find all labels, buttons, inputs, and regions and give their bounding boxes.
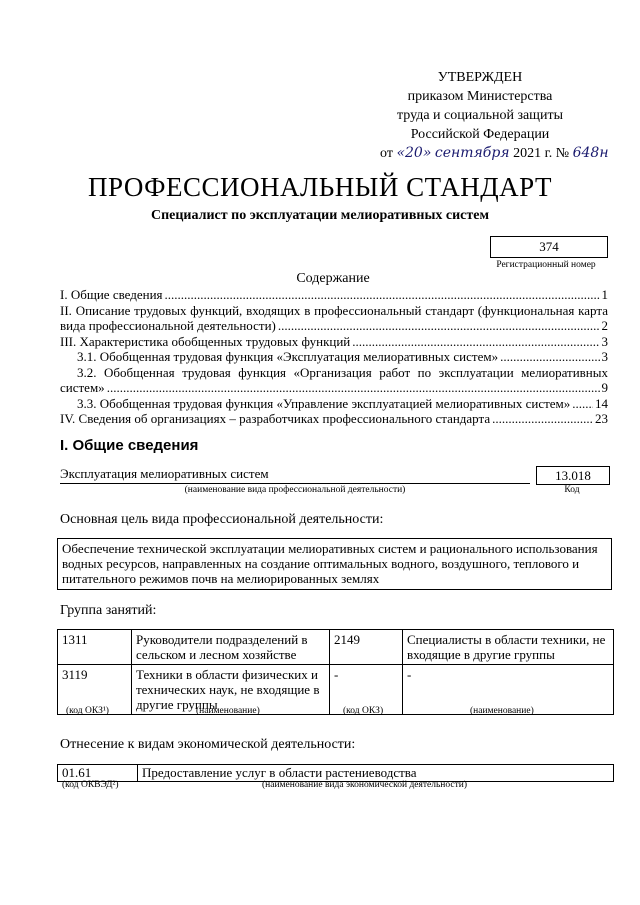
okz-code-cell: 3119: [58, 665, 132, 715]
approval-line: приказом Министерства: [407, 89, 553, 104]
okved-name-cell: Предоставление услуг в области растениеводства: [138, 765, 614, 782]
activity-code-box: 13.018: [536, 466, 610, 485]
activity-types-label: Отнесение к видам экономической деятельности:: [60, 737, 356, 752]
goal-label: Основная цель вида профессиональной деятельности:: [60, 512, 384, 527]
approval-line: Российской Федерации: [410, 127, 550, 142]
okz-code-cell: 2149: [330, 630, 403, 665]
table-row: [58, 630, 614, 665]
okz-name-cell: Руководители подразделений в сельском и лесном хозяйстве: [132, 630, 330, 665]
date-prefix: от: [380, 146, 393, 161]
activity-kind-caption: (наименование вида профессиональной деятельности): [184, 485, 406, 495]
occ-caption-code: (код ОКЗ¹): [66, 706, 109, 716]
page-subtitle: Специалист по эксплуатации мелиоративных систем: [150, 208, 490, 223]
toc-title: Содержание: [296, 271, 370, 286]
occupation-group-label: Группа занятий:: [60, 603, 157, 618]
registration-number-box: 374: [490, 236, 608, 258]
okz-code-cell: -: [330, 665, 403, 715]
approval-title: УТВЕРЖДЕН: [437, 70, 523, 85]
okved-code-cell: 01.61: [58, 765, 138, 782]
toc-item[interactable]: 3.1. Обобщенная трудовая функция «Эксплуатация мелиоративных систем» ..... 3: [60, 349, 608, 365]
approval-line: труда и социальной защиты: [397, 108, 563, 123]
okz-name-cell: Техники в области физических и технических наук, не входящие в другие группы: [132, 665, 330, 715]
date-month: сентября: [434, 145, 510, 161]
okz-name-cell: -: [403, 665, 614, 715]
occ-caption-name: (наименование): [196, 706, 260, 716]
activity-kind-name: Эксплуатация мелиоративных систем: [60, 466, 530, 484]
approval-block: [380, 68, 609, 163]
activity-code-caption: Код: [564, 485, 580, 495]
toc-item-cont[interactable]: вида профессиональной деятельности) ..... 2: [60, 318, 608, 334]
occ-caption-name: (наименование): [470, 706, 534, 716]
toc-item[interactable]: 3.2. Обобщенная трудовая функция «Организация работ по эксплуатации мелиоративных: [77, 364, 608, 380]
okved-caption-name: (наименование вида экономической деятельности): [262, 780, 467, 790]
page-title: ПРОФЕССИОНАЛЬНЫЙ СТАНДАРТ: [87, 172, 553, 202]
table-row: [58, 765, 614, 782]
section-heading: I. Общие сведения: [60, 437, 199, 454]
toc-item[interactable]: II. Описание трудовых функций, входящих в профессиональный стандарт (функциональная карта: [60, 302, 608, 318]
date-day: «20»: [396, 145, 432, 161]
toc-item[interactable]: I. Общие сведения ..... 1: [60, 287, 608, 303]
okved-caption-code: (код ОКВЭД²): [62, 780, 119, 790]
table-of-contents: [60, 287, 608, 427]
date-year: 2021 г.: [513, 146, 553, 161]
toc-item[interactable]: III. Характеристика обобщенных трудовых функций ..... 3: [60, 334, 608, 350]
toc-item[interactable]: IV. Сведения об организациях – разработчиках профессионального стандарта ..... 23: [60, 411, 608, 427]
occ-caption-code: (код ОКЗ): [343, 706, 384, 716]
number-prefix: №: [555, 146, 570, 161]
goal-text-box: Обеспечение технической эксплуатации мелиоративных систем и рационального использования водных ресурсов, направленных на создание оптимальных водного, воздушного, теплового и питательного режимов почв на мелиорированных землях: [57, 538, 612, 590]
registration-number-label: Регистрационный номер: [496, 260, 596, 270]
occupation-table: [57, 629, 614, 715]
toc-item-cont[interactable]: систем» ..... 9: [60, 380, 608, 396]
approval-date-line: [380, 144, 609, 163]
okz-name-cell: Специалисты в области техники, не входящие в другие группы: [403, 630, 614, 665]
okz-code-cell: 1311: [58, 630, 132, 665]
toc-item[interactable]: 3.3. Обобщенная трудовая функция «Управление эксплуатацией мелиоративных систем» ..... 14: [60, 396, 608, 412]
order-number: 648н: [572, 145, 609, 161]
